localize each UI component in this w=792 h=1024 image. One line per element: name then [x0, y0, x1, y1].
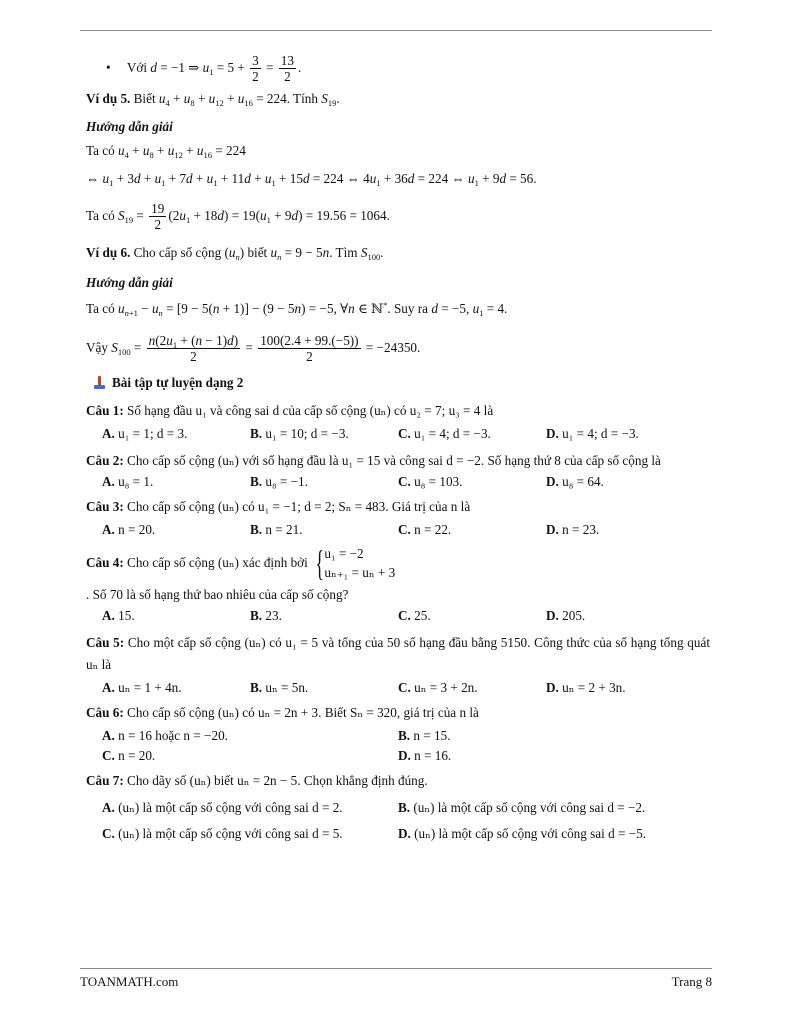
- footer-page-number: Trang 8: [671, 974, 712, 989]
- ex5-step-3: Ta có $S_{19}$ = $\frac{19}{2}$ $(2u_1 + 18d) = 19(u_1 + 9d) = 19.56 = 1064$.: [86, 201, 390, 233]
- question-5: Câu 5: Cho một cấp số cộng (uₙ) có u₁ = 5 và tổng của 50 số hạng đầu bằng 5150. Công thức của số hạng tổng quát uₙ là A. uₙ = 1 + 4n. B. uₙ = 5n. C. uₙ = 3 + 2n. D. uₙ = 2 + 3n.: [86, 635, 710, 695]
- question-4: Câu 4: Cho cấp số cộng (uₙ) xác định bởi { u₁ = −2 uₙ₊₁ = uₙ + 3 . Số 70 là số hạng thứ bao nhiêu của cấp số cộng? A. 15. B. 23. C. 25. D. 205.: [86, 543, 586, 623]
- page-footer: [80, 974, 712, 990]
- section-heading: Bài tập tự luyện dạng 2: [86, 374, 710, 392]
- hint-heading: Hướng dẫn giải: [86, 119, 173, 134]
- hint-heading-2: Hướng dẫn giải: [86, 275, 173, 290]
- example-6-label: Ví dụ 6.: [86, 245, 131, 260]
- footer-rule: [80, 968, 712, 969]
- ex5-step-2: ⇔ $u_1 + 3d + u_1 + 7d + u_1 + 11d + u_1 + 15d = 224$ ⇔ $4u_1 + 36d = 224$ ⇔ $u_1 + 9d = 56$.: [86, 171, 537, 188]
- page-content: [86, 50, 710, 842]
- ex6-step-2: Vậy $S_{100}$ = $\frac{n(2u_1 + (n - 1)d)}{2}$ = $\frac{100(2.4 + 99.(-5))}{2}$ = −24350.: [86, 333, 421, 365]
- pushpin-icon: [92, 376, 106, 390]
- example-5-label: Ví dụ 5.: [86, 91, 131, 106]
- ex6-step-1: Ta có $u_{n+1} - u_n = [9 - 5(n + 1)] - (9 - 5n) = -5$, ∀n ∈ ℕ*. Suy ra d = −5, $u_1 = 4$.: [86, 300, 508, 318]
- ex5-step-1: Ta có $u_4 + u_8 + u_{12} + u_{16} = 224$: [86, 143, 246, 160]
- question-3: Câu 3: Cho cấp số cộng (uₙ) có u₁ = −1; d = 2; Sₙ = 483. Giá trị của n là A. n = 20. B. n = 21. C. n = 22. D. n = 23.: [86, 499, 600, 537]
- recurrence-system: u₁ = −2 uₙ₊₁ = uₙ + 3: [324, 546, 396, 580]
- question-1: Câu 1: Số hạng đầu u₁ và công sai d của cấp số cộng (uₙ) có u₂ = 7; u₃ = 4 là A. u₁ = 1; d = 3. B. u₁ = 10; d = −3. C. u₁ = 4; d = −3. D. u₁ = 4; d = −3.: [86, 403, 639, 441]
- question-7: Câu 7: Cho dãy số (uₙ) biết uₙ = 2n − 5. Chọn khẳng định đúng. A. (uₙ) là một cấp số cộng với công sai d = 2. B. (uₙ) là một cấp số cộng với công sai d = −2. C. (uₙ) là một cấp số cộng với công sai d = 5. D. (uₙ) là một cấp số cộng với công sai d = −5.: [86, 773, 647, 841]
- system-brace: {: [315, 543, 325, 583]
- bullet-icon: •: [106, 60, 111, 75]
- footer-site: TOANMATH.com: [80, 974, 179, 989]
- bullet-prefix: Với: [126, 60, 148, 75]
- question-6: Câu 6: Cho cấp số cộng (uₙ) có uₙ = 2n + 3. Biết Sₙ = 320, giá trị của n là A. n = 16 hoặc n = −20. B. n = 15. C. n = 20. D. n = 16.: [86, 705, 479, 763]
- question-2: Câu 2: Cho cấp số cộng (uₙ) với số hạng đầu là u₁ = 15 và công sai d = −2. Số hạng thứ 8 của cấp số cộng là A. u₈ = 1. B. u₈ = −1. C. u₈ = 103. D. u₈ = 64.: [86, 453, 661, 489]
- bullet-line: • Với d = −1 ⇒ $u_1 = 5$ + $\frac{3}{2}$ = $\frac{13}{2}$ .: [106, 53, 302, 85]
- example-6: Ví dụ 6. Cho cấp số cộng $(u_n)$ biết $u_n = 9 - 5n$. Tìm $S_{100}$.: [86, 245, 384, 262]
- header-rule: [80, 30, 712, 31]
- example-5: Ví dụ 5. Biết $u_4 + u_8 + u_{12} + u_{16} = 224$. Tính $S_{19}$.: [86, 91, 340, 108]
